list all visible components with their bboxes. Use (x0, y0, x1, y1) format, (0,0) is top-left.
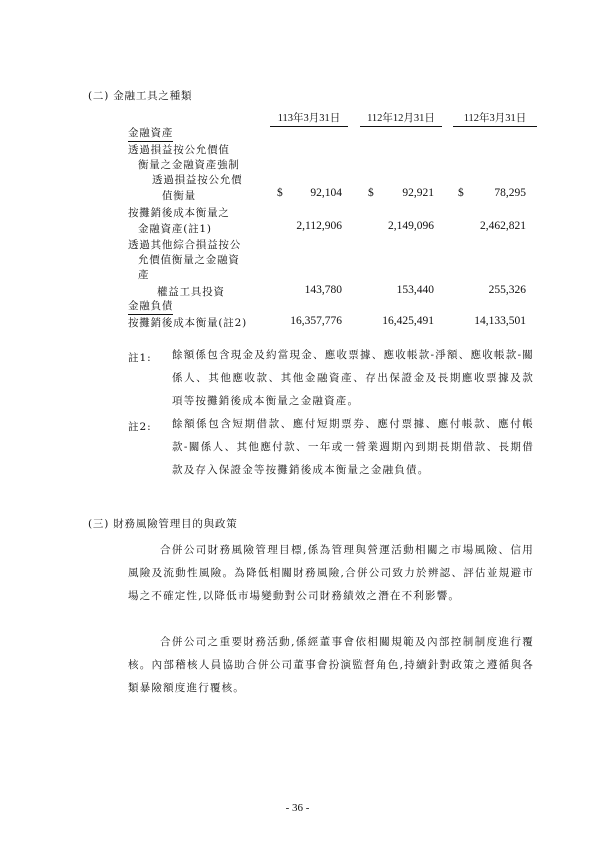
amortized-assets-value-col2: 2,149,096 (388, 220, 434, 232)
fvoci-label-line2: 允價值衡量之金融資 (138, 254, 240, 266)
risk-management-paragraph-1: 合併公司財務風險管理目標,係為管理與營運活動相關之市場風險、信用風險及流動性風險。為降低相關財務風險,合併公司致力於辨認、評估並規避市場之不確定性,以降低市場變動對公司財務績效之潛在不利影響。 (128, 544, 534, 602)
column-header-113-03-31: 113年3月31日 (270, 110, 348, 127)
fvtpl-label-line2: 衡量之金融資產強制 (138, 159, 240, 171)
amortized-liabilities-label: 按攤銷後成本衡量(註2) (128, 317, 247, 329)
amortized-liabilities-value-col2: 16,425,491 (382, 315, 434, 327)
amortized-liabilities-value-col1: 16,357,776 (290, 315, 342, 327)
currency-symbol-col2: $ (368, 187, 374, 199)
fvtpl-value-col1: 92,104 (310, 187, 342, 199)
equity-value-col2: 153,440 (396, 284, 434, 296)
financial-liabilities-title: 金融負債 (128, 298, 173, 315)
note2-label: 註2: (128, 421, 152, 433)
equity-instrument-label: 權益工具投資 (157, 286, 225, 298)
section-heading-instrument-types: (二) 金融工具之種類 (88, 90, 193, 102)
equity-value-col3: 255,326 (488, 284, 526, 296)
fvtpl-value-col3: 78,295 (494, 187, 526, 199)
amortized-assets-value-col1: 2,112,906 (296, 220, 342, 232)
fvoci-label-line3: 產 (138, 269, 150, 281)
fvtpl-label-line3: 透過損益按公允價 (152, 174, 243, 186)
column-header-112-03-31: 112年3月31日 (453, 110, 537, 127)
currency-symbol-col3: $ (458, 187, 464, 199)
amortized-assets-value-col3: 2,462,821 (480, 220, 526, 232)
note1-text: 餘額係包含現金及約當現金、應收票據、應收帳款-淨額、應收帳款-關係人、其他應收款、其他金融資產、存出保證金及長期應收票據及款項等按攤銷後成本衡量之金融資產。 (172, 349, 534, 407)
financial-assets-title: 金融資產 (128, 125, 173, 142)
fvtpl-label-line1: 透過損益按公允價值 (128, 144, 230, 156)
amortized-liabilities-value-col3: 14,133,501 (474, 315, 526, 327)
fvoci-label-line1: 透過其他綜合損益按公 (128, 239, 241, 251)
column-header-112-12-31: 112年12月31日 (360, 110, 442, 127)
page-number: - 36 - (285, 802, 310, 814)
currency-symbol-col1: $ (277, 187, 283, 199)
fvtpl-label-line4: 值衡量 (162, 190, 196, 202)
amortized-assets-label-line1: 按攤銷後成本衡量之 (128, 207, 230, 219)
fvtpl-value-col2: 92,921 (402, 187, 434, 199)
amortized-assets-label-line2: 金融資產(註1) (138, 223, 212, 235)
section-heading-risk-management: (三) 財務風險管理目的與政策 (88, 518, 238, 530)
risk-management-paragraph-2: 合併公司之重要財務活動,係經董事會依相關規範及內部控制制度進行覆核。內部稽核人員協助合併公司董事會扮演監督角色,持續針對政策之遵循與各類暴險額度進行覆核。 (128, 636, 534, 694)
note1-label: 註1: (128, 352, 152, 364)
note2-text: 餘額係包含短期借款、應付短期票券、應付票據、應付帳款、應付帳款-關係人、其他應付款、一年或一營業週期內到期長期借款、長期借款及存入保證金等按攤銷後成本衡量之金融負債。 (172, 418, 534, 476)
equity-value-col1: 143,780 (304, 284, 342, 296)
